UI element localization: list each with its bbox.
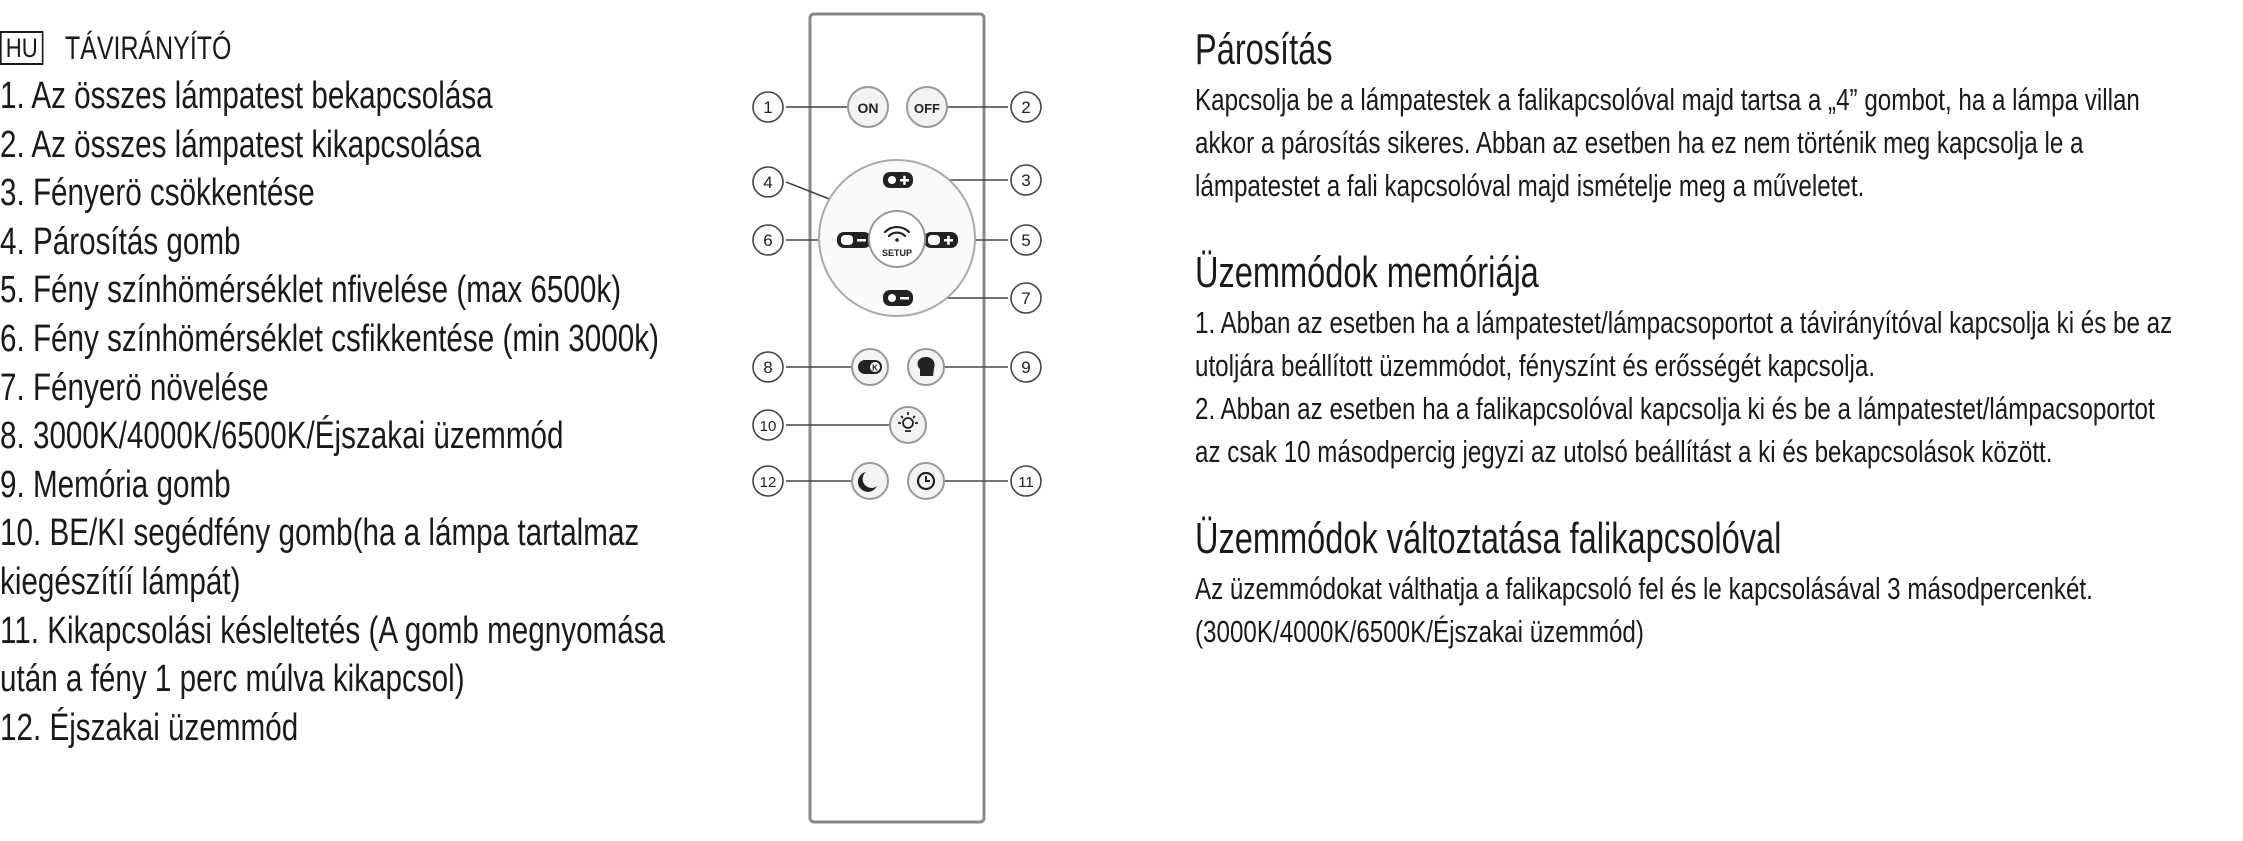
brightness-up-button[interactable] [883,290,913,306]
callout-10: 10 [759,418,777,435]
legend-item: 10. BE/KI segédfény gomb(ha a lámpa tartalmaz [0,512,640,555]
section-title: Üzemmódok változtatása falikapcsolóval [1195,514,1782,563]
section-pairing [1195,22,2235,207]
callout-1: 1 [763,98,773,117]
head-icon [918,357,935,376]
callout-5: 5 [1021,231,1031,250]
section-line: (3000K/4000K/6500K/Éjszakai üzemmód) [1195,614,1644,649]
brightness-down-button[interactable] [883,172,913,188]
setup-label: SETUP [881,248,913,258]
legend-item: 7. Fényerö növelése [0,366,269,409]
memory-button[interactable] [908,349,944,385]
callout-6: 6 [763,231,773,250]
callout-11: 11 [1018,474,1034,491]
off-button[interactable] [907,87,947,127]
legend-column [0,24,720,752]
section-line: 1. Abban az esetben ha a lámpatestet/lámpacsoportot a távirányítóval kapcsolja ki és be az [1195,305,2173,340]
color-temp-down-button[interactable] [837,232,871,248]
legend-item: 1. Az összes lámpatest bekapcsolása [0,75,493,117]
legend-header [0,24,720,72]
instructions-column [1195,22,2235,691]
callout-4: 4 [763,173,773,192]
section-title: Párosítás [1195,25,1333,74]
section-memory [1195,245,2235,473]
callout-3: 3 [1021,171,1031,190]
legend-item: kiegészítíí lámpát) [0,560,241,603]
section-line: 2. Abban az esetben ha a falikapcsolóval kapcsolja ki és be a lámpatestet/lámpacsoportot [1195,391,2155,426]
legend-item: 4. Párosítás gomb [0,220,241,263]
on-button[interactable] [848,87,888,127]
color-temp-up-button[interactable] [924,232,958,248]
callout-9: 9 [1021,358,1031,377]
legend-item: 6. Fény színhömérséklet csfikkentése (min 3000k) [0,317,659,360]
legend-item: 2. Az összes lámpatest kikapcsolása [0,123,482,166]
legend-item: 12. Éjszakai üzemmód [0,706,299,749]
section-line: akkor a párosítás sikeres. Abban az esetben ha ez nem történik meg kapcsolja le a [1195,125,2084,160]
legend-item: után a fény 1 perc múlva kikapcsol) [0,658,465,701]
language-badge: HU [0,31,43,65]
setup-button[interactable] [869,211,925,267]
callout-7: 7 [1021,289,1031,308]
legend-item: 3. Fényerö csökkentése [0,172,315,215]
section-line: az csak 10 másodpercig jegyzi az utolsó beállítást a ki és bekapcsolások között. [1195,434,2053,469]
section-line: lámpatestet a fali kapcsolóval majd ismételje meg a műveletet. [1195,168,1865,203]
color-mode-button[interactable] [852,349,888,385]
svg-text:K: K [872,363,878,373]
section-title: Üzemmódok memóriája [1195,248,1539,297]
off-label: OFF [914,101,940,116]
section-line: Az üzemmódokat válthatja a falikapcsoló fel és le kapcsolásával 3 másodpercenkét. [1195,571,2093,606]
remote-illustration [740,0,1140,841]
legend-item: 8. 3000K/4000K/6500K/Éjszakai üzemmód [0,415,564,458]
legend-title: TÁVIRÁNYÍTÓ [65,29,232,66]
callout-12: 12 [759,474,777,491]
section-wall-switch [1195,511,2235,653]
legend-item: 11. Kikapcsolási késleltetés (A gomb megnyomása [0,609,666,652]
legend-item: 5. Fény színhömérséklet nfivelése (max 6500k) [0,269,622,312]
remote-svg [740,0,1140,841]
night-mode-button[interactable] [852,463,888,499]
legend-item: 9. Memória gomb [0,463,231,506]
timer-button[interactable] [908,463,944,499]
section-line: Kapcsolja be a lámpatestek a falikapcsolóval majd tartsa a „4” gombot, ha a lámpa villan [1195,82,2140,117]
callout-2: 2 [1021,98,1031,117]
aux-light-button[interactable] [890,407,926,443]
on-label: ON [857,100,879,116]
callout-8: 8 [763,358,773,377]
section-line: utoljára beállított üzemmódot, fényszínt és erősségét kapcsolja. [1195,348,1876,383]
